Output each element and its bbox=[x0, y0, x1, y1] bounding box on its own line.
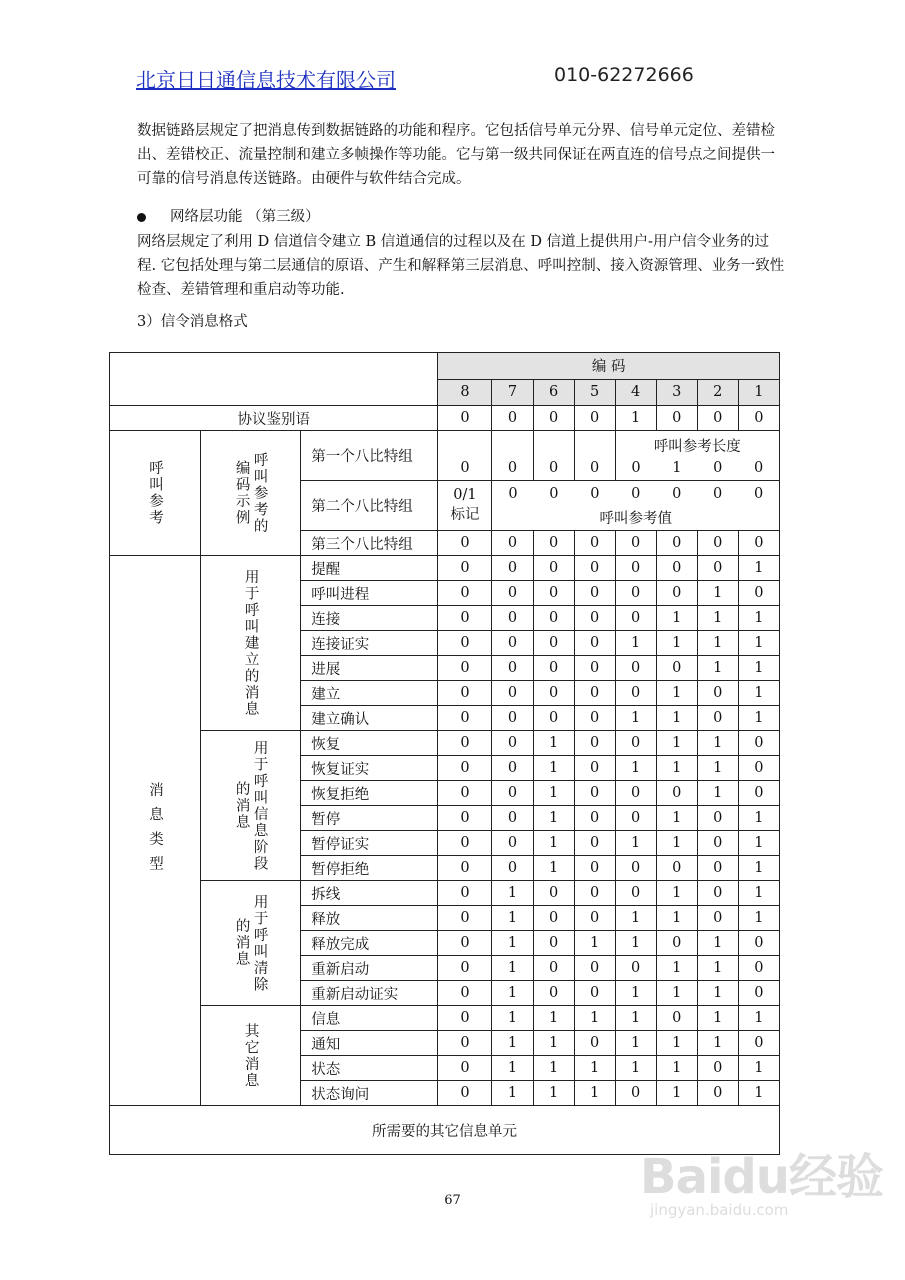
watermark-url: jingyan.baidu.com bbox=[650, 1201, 789, 1219]
message-bit: 1 bbox=[738, 1006, 779, 1031]
message-bit: 0 bbox=[574, 581, 615, 606]
message-bit: 1 bbox=[738, 706, 779, 731]
message-bit: 0 bbox=[656, 856, 697, 881]
message-bit: 0 bbox=[438, 681, 492, 706]
message-bit: 0 bbox=[438, 931, 492, 956]
message-group-label bbox=[201, 731, 301, 881]
message-label: 暂停 bbox=[301, 806, 438, 831]
message-bit: 1 bbox=[656, 981, 697, 1006]
octet2-bit: 0 bbox=[631, 486, 641, 502]
message-bit: 0 bbox=[438, 1006, 492, 1031]
table-row bbox=[110, 556, 780, 581]
message-bit: 1 bbox=[492, 1056, 533, 1081]
message-bit: 0 bbox=[574, 606, 615, 631]
octet3-bit: 0 bbox=[738, 531, 779, 556]
message-bit: 1 bbox=[738, 906, 779, 931]
message-label: 连接证实 bbox=[301, 631, 438, 656]
message-bit: 0 bbox=[656, 581, 697, 606]
message-bit: 1 bbox=[615, 756, 656, 781]
message-bit: 1 bbox=[738, 831, 779, 856]
message-bit: 0 bbox=[738, 981, 779, 1006]
message-bit: 1 bbox=[656, 1056, 697, 1081]
message-bit: 0 bbox=[697, 556, 738, 581]
message-bit: 1 bbox=[738, 681, 779, 706]
message-bit: 0 bbox=[656, 781, 697, 806]
message-bit: 1 bbox=[492, 1031, 533, 1056]
message-bit: 0 bbox=[697, 831, 738, 856]
message-group-text: 用于呼叫建立的消息 bbox=[242, 568, 259, 718]
call-ref-sub bbox=[201, 431, 301, 556]
message-bit: 0 bbox=[438, 881, 492, 906]
protocol-row bbox=[110, 406, 780, 431]
bullet-text: 网络层功能 （第三级） bbox=[170, 209, 320, 225]
flag-value: 0/1 bbox=[453, 487, 477, 503]
message-bit: 1 bbox=[697, 981, 738, 1006]
message-bit: 1 bbox=[615, 906, 656, 931]
message-bit: 0 bbox=[533, 581, 574, 606]
table-row bbox=[110, 1006, 780, 1031]
message-bit: 0 bbox=[438, 756, 492, 781]
message-label: 提醒 bbox=[301, 556, 438, 581]
message-bit: 0 bbox=[697, 706, 738, 731]
bit-number-header: 3 bbox=[656, 379, 697, 406]
message-bit: 1 bbox=[615, 831, 656, 856]
protocol-bit: 0 bbox=[697, 406, 738, 431]
protocol-bit: 0 bbox=[492, 406, 533, 431]
message-bit: 0 bbox=[438, 656, 492, 681]
message-bit: 0 bbox=[574, 706, 615, 731]
protocol-bit: 1 bbox=[615, 406, 656, 431]
message-bit: 1 bbox=[697, 631, 738, 656]
message-bit: 1 bbox=[697, 581, 738, 606]
message-bit: 1 bbox=[697, 1031, 738, 1056]
octet1-bit: 0 bbox=[631, 459, 641, 476]
message-bit: 0 bbox=[738, 756, 779, 781]
message-bit: 0 bbox=[697, 1081, 738, 1106]
message-bit: 0 bbox=[438, 781, 492, 806]
message-bit: 0 bbox=[656, 931, 697, 956]
message-bit: 1 bbox=[574, 1056, 615, 1081]
message-bit: 0 bbox=[738, 781, 779, 806]
octet3-bit: 0 bbox=[438, 531, 492, 556]
octet3-bit: 0 bbox=[574, 531, 615, 556]
signal-message-format-table bbox=[109, 352, 780, 1155]
message-bit: 0 bbox=[615, 731, 656, 756]
message-bit: 1 bbox=[656, 631, 697, 656]
message-bit: 0 bbox=[615, 806, 656, 831]
octet1-bit: 0 bbox=[533, 431, 574, 481]
message-type-body bbox=[110, 556, 780, 1106]
octet2-bit: 0 bbox=[672, 486, 682, 502]
message-bit: 1 bbox=[738, 1081, 779, 1106]
message-bit: 0 bbox=[438, 856, 492, 881]
call-ref-value-label: 呼叫参考值 bbox=[599, 511, 672, 527]
message-bit: 1 bbox=[656, 1081, 697, 1106]
message-bit: 1 bbox=[492, 1006, 533, 1031]
message-bit: 0 bbox=[492, 856, 533, 881]
message-group-label bbox=[201, 881, 301, 1006]
message-label: 重新启动 bbox=[301, 956, 438, 981]
message-bit: 0 bbox=[438, 706, 492, 731]
message-label: 建立确认 bbox=[301, 706, 438, 731]
header-blank bbox=[110, 353, 438, 406]
message-bit: 0 bbox=[615, 606, 656, 631]
message-bit: 0 bbox=[574, 681, 615, 706]
message-bit: 0 bbox=[615, 656, 656, 681]
message-bit: 1 bbox=[697, 1006, 738, 1031]
message-label: 释放 bbox=[301, 906, 438, 931]
message-bit: 0 bbox=[615, 556, 656, 581]
message-bit: 1 bbox=[615, 631, 656, 656]
message-bit: 0 bbox=[492, 781, 533, 806]
call-ref-label bbox=[110, 431, 201, 556]
message-bit: 1 bbox=[533, 1056, 574, 1081]
message-label: 通知 bbox=[301, 1031, 438, 1056]
message-bit: 0 bbox=[533, 681, 574, 706]
message-label: 信息 bbox=[301, 1006, 438, 1031]
message-bit: 1 bbox=[656, 906, 697, 931]
octet1-bit: 0 bbox=[753, 459, 764, 476]
footer-cell: 所需要的其它信息单元 bbox=[110, 1106, 780, 1155]
message-label: 暂停拒绝 bbox=[301, 856, 438, 881]
message-bit: 1 bbox=[615, 1056, 656, 1081]
octet3-bit: 0 bbox=[656, 531, 697, 556]
message-bit: 0 bbox=[574, 656, 615, 681]
message-bit: 0 bbox=[438, 831, 492, 856]
message-bit: 0 bbox=[615, 681, 656, 706]
message-bit: 1 bbox=[738, 806, 779, 831]
message-bit: 1 bbox=[738, 631, 779, 656]
message-bit: 1 bbox=[738, 856, 779, 881]
message-bit: 0 bbox=[738, 931, 779, 956]
flag-cell bbox=[438, 481, 492, 531]
bit-number-header: 1 bbox=[738, 379, 779, 406]
message-bit: 0 bbox=[738, 1031, 779, 1056]
octet1-bit: 0 bbox=[438, 431, 492, 481]
table-row bbox=[110, 731, 780, 756]
bullet-icon bbox=[137, 213, 146, 222]
protocol-label: 协议鉴别语 bbox=[110, 406, 438, 431]
message-group-text: 用于呼叫清除的消息 bbox=[233, 893, 268, 993]
message-label: 状态询问 bbox=[301, 1081, 438, 1106]
message-bit: 0 bbox=[697, 881, 738, 906]
message-bit: 1 bbox=[656, 831, 697, 856]
message-bit: 1 bbox=[697, 931, 738, 956]
message-bit: 1 bbox=[533, 806, 574, 831]
message-bit: 0 bbox=[438, 956, 492, 981]
call-ref-row-1 bbox=[110, 431, 780, 481]
message-bit: 0 bbox=[574, 981, 615, 1006]
octet3-label: 第三个八比特组 bbox=[301, 531, 438, 556]
message-bit: 1 bbox=[492, 881, 533, 906]
paragraph-data-link: 数据链路层规定了把消息传到数据链路的功能和程序。它包括信号单元分界、信号单元定位、差错检出、差错校正、流量控制和建立多帧操作等功能。它与第一级共同保证在两直连的信号点之间提供一可靠的信号消息传送链路。由硬件与软件结合完成。 bbox=[137, 123, 775, 187]
message-bit: 1 bbox=[574, 1081, 615, 1106]
message-bit: 1 bbox=[738, 556, 779, 581]
phone-number: 010-62272666 bbox=[554, 64, 694, 86]
message-bit: 1 bbox=[656, 731, 697, 756]
bit-number-header: 8 bbox=[438, 379, 492, 406]
message-bit: 0 bbox=[738, 956, 779, 981]
message-bit: 1 bbox=[738, 1056, 779, 1081]
message-bit: 0 bbox=[697, 681, 738, 706]
protocol-bit: 0 bbox=[574, 406, 615, 431]
message-bit: 0 bbox=[574, 1031, 615, 1056]
message-type-text: 消息类型 bbox=[147, 781, 164, 880]
message-bit: 0 bbox=[533, 881, 574, 906]
octet2-bit: 0 bbox=[508, 486, 518, 502]
message-bit: 0 bbox=[533, 606, 574, 631]
message-bit: 0 bbox=[615, 956, 656, 981]
message-bit: 0 bbox=[574, 731, 615, 756]
message-bit: 1 bbox=[615, 1006, 656, 1031]
message-bit: 0 bbox=[615, 1081, 656, 1106]
octet1-tail-bits bbox=[616, 460, 779, 476]
octet2-bit: 0 bbox=[549, 486, 559, 502]
message-bit: 0 bbox=[438, 731, 492, 756]
message-label: 重新启动证实 bbox=[301, 981, 438, 1006]
message-bit: 0 bbox=[492, 806, 533, 831]
message-bit: 0 bbox=[492, 681, 533, 706]
message-bit: 1 bbox=[656, 806, 697, 831]
message-bit: 1 bbox=[533, 856, 574, 881]
message-bit: 0 bbox=[574, 956, 615, 981]
message-bit: 1 bbox=[574, 1006, 615, 1031]
header-row-coding bbox=[110, 353, 780, 380]
message-bit: 1 bbox=[656, 1031, 697, 1056]
page-header bbox=[136, 64, 696, 94]
message-bit: 1 bbox=[615, 931, 656, 956]
protocol-bit: 0 bbox=[533, 406, 574, 431]
message-label: 恢复 bbox=[301, 731, 438, 756]
watermark-logo: Baidu经验 bbox=[640, 1149, 883, 1205]
message-bit: 1 bbox=[656, 681, 697, 706]
call-ref-length-cell bbox=[615, 431, 779, 481]
message-group-text: 其它消息 bbox=[242, 1022, 259, 1089]
coding-header: 编 码 bbox=[438, 353, 780, 380]
message-bit: 1 bbox=[492, 1081, 533, 1106]
message-bit: 1 bbox=[492, 956, 533, 981]
message-bit: 0 bbox=[697, 806, 738, 831]
octet3-bit: 0 bbox=[615, 531, 656, 556]
message-bit: 0 bbox=[656, 656, 697, 681]
message-bit: 1 bbox=[533, 1006, 574, 1031]
message-bit: 0 bbox=[438, 906, 492, 931]
message-group-text: 用于呼叫信息阶段的消息 bbox=[233, 739, 268, 872]
octet2-bits bbox=[492, 483, 779, 507]
octet1-bit: 0 bbox=[492, 431, 533, 481]
message-label: 呼叫进程 bbox=[301, 581, 438, 606]
octet3-bit: 0 bbox=[697, 531, 738, 556]
message-label: 建立 bbox=[301, 681, 438, 706]
message-bit: 0 bbox=[438, 606, 492, 631]
message-bit: 1 bbox=[656, 706, 697, 731]
message-label: 拆线 bbox=[301, 881, 438, 906]
message-bit: 0 bbox=[492, 656, 533, 681]
message-bit: 1 bbox=[738, 606, 779, 631]
message-bit: 0 bbox=[492, 606, 533, 631]
octet1-bit: 1 bbox=[672, 459, 682, 476]
message-bit: 0 bbox=[574, 856, 615, 881]
bit-number-header: 6 bbox=[533, 379, 574, 406]
message-bit: 1 bbox=[697, 656, 738, 681]
message-label: 恢复拒绝 bbox=[301, 781, 438, 806]
message-bit: 1 bbox=[492, 906, 533, 931]
octet1-bit: 0 bbox=[574, 431, 615, 481]
message-bit: 0 bbox=[574, 781, 615, 806]
message-bit: 1 bbox=[697, 956, 738, 981]
message-bit: 0 bbox=[738, 731, 779, 756]
protocol-bit: 0 bbox=[656, 406, 697, 431]
message-label: 连接 bbox=[301, 606, 438, 631]
message-bit: 1 bbox=[615, 1031, 656, 1056]
octet1-label: 第一个八比特组 bbox=[301, 431, 438, 481]
octet2-label: 第二个八比特组 bbox=[301, 481, 438, 531]
bit-number-header: 2 bbox=[697, 379, 738, 406]
message-bit: 1 bbox=[533, 831, 574, 856]
message-bit: 0 bbox=[438, 631, 492, 656]
bullet-network-layer bbox=[137, 205, 320, 226]
message-bit: 1 bbox=[697, 606, 738, 631]
message-bit: 0 bbox=[615, 856, 656, 881]
message-bit: 1 bbox=[697, 756, 738, 781]
octet1-bit: 0 bbox=[713, 459, 723, 476]
message-bit: 1 bbox=[738, 656, 779, 681]
message-bit: 0 bbox=[438, 981, 492, 1006]
call-ref-value-cell bbox=[492, 481, 780, 531]
message-bit: 1 bbox=[738, 881, 779, 906]
message-bit: 1 bbox=[533, 1031, 574, 1056]
message-bit: 1 bbox=[615, 981, 656, 1006]
message-bit: 0 bbox=[492, 731, 533, 756]
message-bit: 0 bbox=[438, 806, 492, 831]
protocol-bit: 0 bbox=[438, 406, 492, 431]
call-ref-sub-text: 呼叫参考的编码示例 bbox=[233, 451, 268, 535]
message-bit: 1 bbox=[656, 881, 697, 906]
message-bit: 0 bbox=[738, 581, 779, 606]
message-bit: 0 bbox=[697, 906, 738, 931]
watermark bbox=[640, 1138, 890, 1258]
message-bit: 0 bbox=[615, 881, 656, 906]
message-bit: 0 bbox=[574, 906, 615, 931]
message-label: 状态 bbox=[301, 1056, 438, 1081]
bit-number-header: 5 bbox=[574, 379, 615, 406]
message-label: 释放完成 bbox=[301, 931, 438, 956]
message-bit: 1 bbox=[656, 956, 697, 981]
message-bit: 1 bbox=[533, 731, 574, 756]
message-bit: 1 bbox=[533, 1081, 574, 1106]
message-bit: 0 bbox=[438, 581, 492, 606]
message-bit: 0 bbox=[492, 831, 533, 856]
message-bit: 1 bbox=[697, 781, 738, 806]
message-bit: 0 bbox=[533, 981, 574, 1006]
message-bit: 0 bbox=[533, 656, 574, 681]
message-label: 恢复证实 bbox=[301, 756, 438, 781]
message-type-label bbox=[110, 556, 201, 1106]
message-bit: 0 bbox=[697, 856, 738, 881]
message-bit: 0 bbox=[574, 806, 615, 831]
protocol-bit: 0 bbox=[738, 406, 779, 431]
flag-label: 标记 bbox=[450, 507, 480, 523]
message-bit: 0 bbox=[533, 906, 574, 931]
octet2-bit: 0 bbox=[590, 486, 600, 502]
bit-number-header: 4 bbox=[615, 379, 656, 406]
message-bit: 0 bbox=[574, 756, 615, 781]
message-bit: 1 bbox=[492, 931, 533, 956]
message-bit: 0 bbox=[533, 706, 574, 731]
message-bit: 0 bbox=[533, 556, 574, 581]
call-ref-text: 呼叫参考 bbox=[147, 460, 164, 526]
message-bit: 1 bbox=[533, 781, 574, 806]
message-bit: 1 bbox=[533, 756, 574, 781]
paragraph-network-layer: 网络层规定了利用 D 信道信令建立 B 信道通信的过程以及在 D 信道上提供用户-用户信令业务的过程. 它包括处理与第二层通信的原语、产生和解释第三层消息、呼叫控制、接入资源管理、业务一致性检查、差错管理和重启动等功能. bbox=[137, 234, 785, 298]
message-bit: 0 bbox=[697, 1056, 738, 1081]
octet3-bit: 0 bbox=[492, 531, 533, 556]
message-bit: 1 bbox=[656, 606, 697, 631]
message-bit: 0 bbox=[574, 631, 615, 656]
call-ref-length-label: 呼叫参考长度 bbox=[653, 438, 741, 455]
message-bit: 0 bbox=[492, 756, 533, 781]
message-bit: 0 bbox=[438, 1031, 492, 1056]
message-bit: 0 bbox=[492, 556, 533, 581]
message-bit: 0 bbox=[615, 581, 656, 606]
message-bit: 1 bbox=[697, 731, 738, 756]
table-row bbox=[110, 881, 780, 906]
message-bit: 0 bbox=[438, 556, 492, 581]
octet3-bit: 0 bbox=[533, 531, 574, 556]
octet2-bit: 0 bbox=[713, 486, 723, 502]
message-bit: 0 bbox=[492, 581, 533, 606]
message-bit: 0 bbox=[656, 556, 697, 581]
message-bit: 0 bbox=[492, 631, 533, 656]
message-bit: 1 bbox=[656, 756, 697, 781]
message-bit: 0 bbox=[438, 1056, 492, 1081]
message-bit: 0 bbox=[438, 1081, 492, 1106]
message-bit: 0 bbox=[533, 931, 574, 956]
message-label: 进展 bbox=[301, 656, 438, 681]
message-bit: 1 bbox=[492, 981, 533, 1006]
octet2-bit: 0 bbox=[753, 486, 764, 502]
message-bit: 0 bbox=[492, 706, 533, 731]
message-bit: 0 bbox=[533, 956, 574, 981]
message-bit: 0 bbox=[615, 781, 656, 806]
page-number: 67 bbox=[444, 1193, 461, 1208]
message-bit: 0 bbox=[574, 881, 615, 906]
message-group-label bbox=[201, 556, 301, 731]
message-bit: 1 bbox=[615, 706, 656, 731]
message-bit: 0 bbox=[533, 631, 574, 656]
message-bit: 0 bbox=[574, 556, 615, 581]
section-subhead: 3）信令消息格式 bbox=[137, 314, 248, 330]
message-bit: 0 bbox=[574, 831, 615, 856]
message-label: 暂停证实 bbox=[301, 831, 438, 856]
message-group-label bbox=[201, 1006, 301, 1106]
message-bit: 1 bbox=[574, 931, 615, 956]
bit-number-header: 7 bbox=[492, 379, 533, 406]
company-name: 北京日日通信息技术有限公司 bbox=[136, 68, 396, 92]
message-bit: 0 bbox=[656, 1006, 697, 1031]
